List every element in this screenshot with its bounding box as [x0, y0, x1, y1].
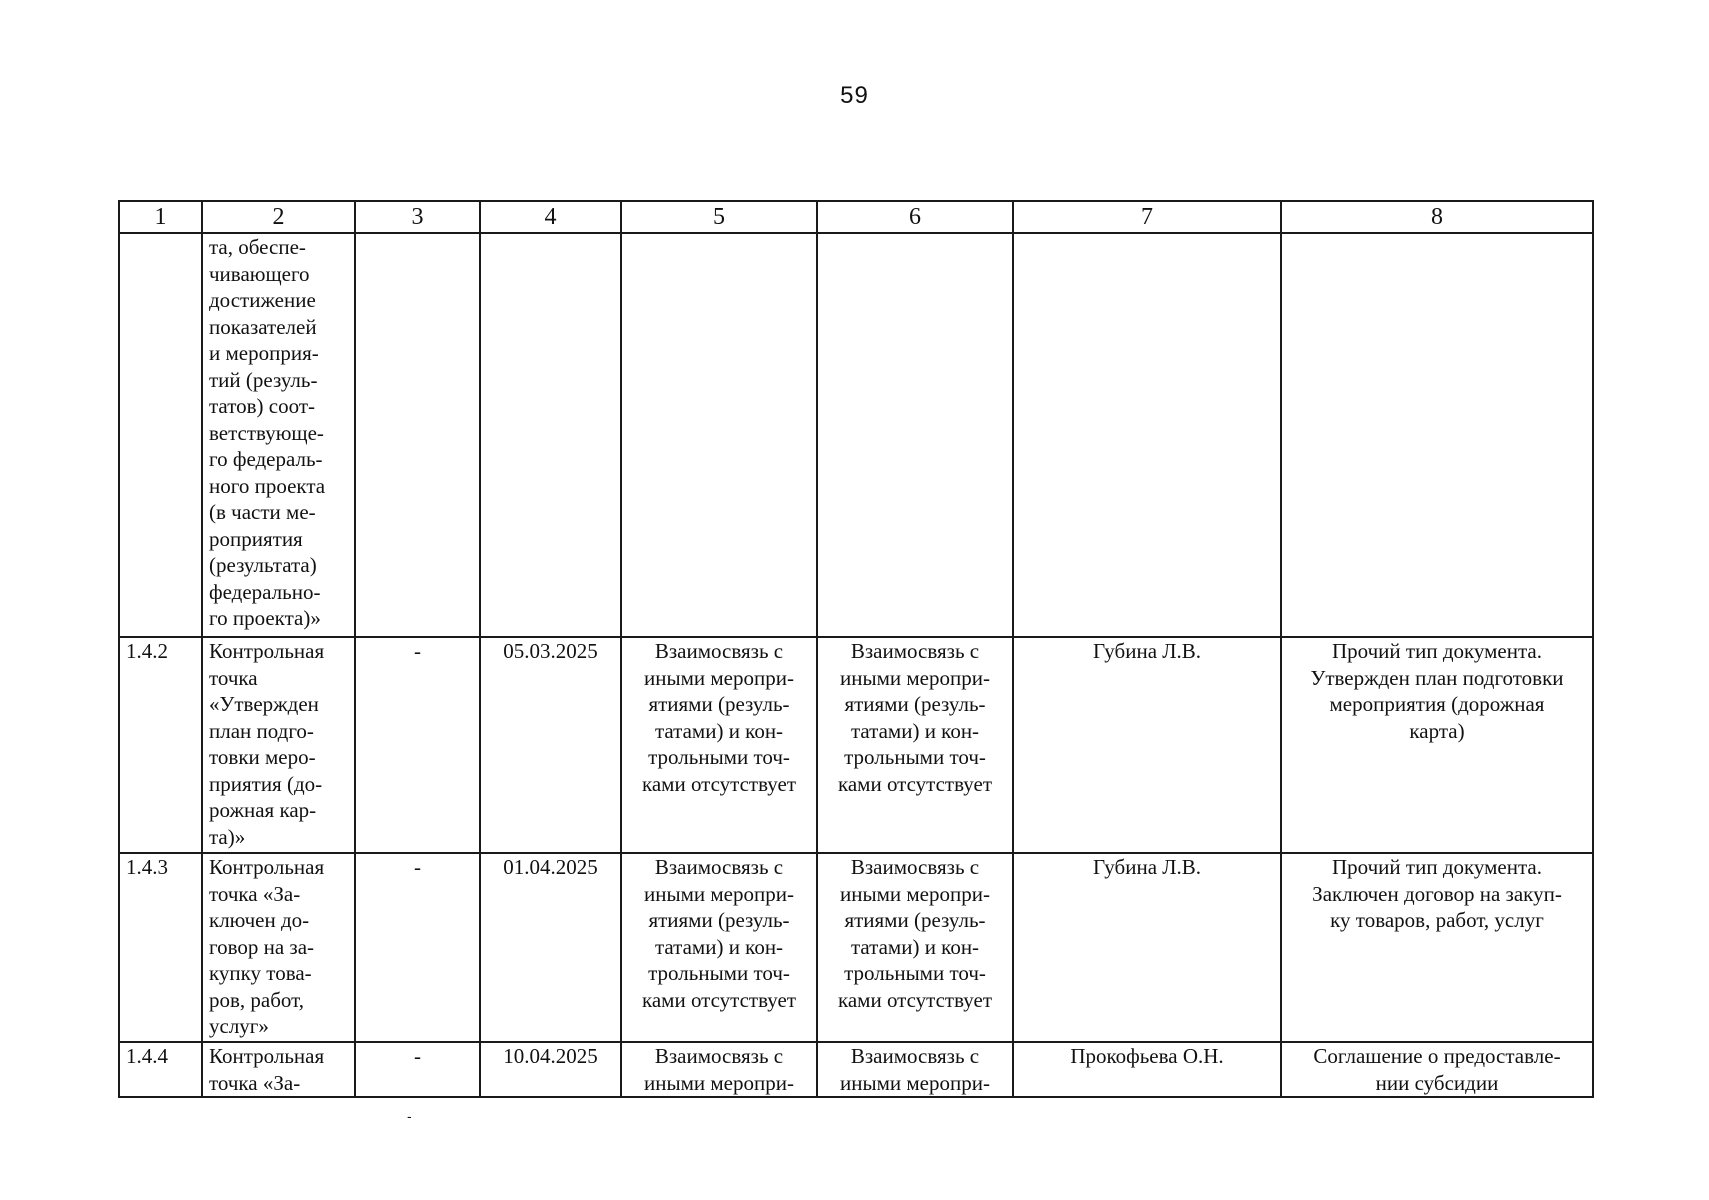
cell-date: 05.03.2025	[480, 637, 621, 853]
header-row	[119, 201, 1593, 233]
cell-col3: -	[355, 853, 480, 1042]
cell-relation-6: Взаимосвязь с иными меропри- ятиями (резуль- татами) и кон- трольными точ- ками отсутствует	[817, 853, 1013, 1042]
cell-document: Прочий тип документа. Утвержден план подготовки мероприятия (дорожная карта)	[1281, 637, 1593, 853]
table-row	[119, 637, 1593, 853]
cell-date: 01.04.2025	[480, 853, 621, 1042]
cell-name: Контрольная точка «Утвержден план подго- товки меро- приятия (до- рожная кар- та)»	[202, 637, 355, 853]
column-header-6: 6	[817, 201, 1013, 233]
cell-date: 10.04.2025	[480, 1042, 621, 1097]
column-header-7: 7	[1013, 201, 1281, 233]
cell-empty	[1281, 233, 1593, 637]
cell-name-continued: та, обеспе- чивающего достижение показателей и мероприя- тий (резуль- татов) соот- ветствующе- го федераль- ного проекта (в части ме- роприятия (результата) федерально- го проекта)»	[202, 233, 355, 637]
cell-number: 1.4.4	[119, 1042, 202, 1097]
table-row	[119, 1042, 1593, 1097]
cell-relation-6: Взаимосвязь с иными меропри-	[817, 1042, 1013, 1097]
column-header-2: 2	[202, 201, 355, 233]
cell-document: Прочий тип документа. Заключен договор на закуп- ку товаров, работ, услуг	[1281, 853, 1593, 1042]
schedule-table	[118, 200, 1594, 1098]
column-header-4: 4	[480, 201, 621, 233]
cell-relation-5: Взаимосвязь с иными меропри- ятиями (резуль- татами) и кон- трольными точ- ками отсутствует	[621, 853, 817, 1042]
cell-empty	[621, 233, 817, 637]
table-row	[119, 853, 1593, 1042]
continuation-row	[119, 233, 1593, 637]
cell-empty	[817, 233, 1013, 637]
cell-name: Контрольная точка «За-	[202, 1042, 355, 1097]
column-header-1: 1	[119, 201, 202, 233]
column-header-5: 5	[621, 201, 817, 233]
cell-relation-6: Взаимосвязь с иными меропри- ятиями (резуль- татами) и кон- трольными точ- ками отсутствует	[817, 637, 1013, 853]
cell-responsible: Губина Л.В.	[1013, 637, 1281, 853]
cell-empty	[1013, 233, 1281, 637]
cell-number: 1.4.3	[119, 853, 202, 1042]
cell-relation-5: Взаимосвязь с иными меропри-	[621, 1042, 817, 1097]
cell-empty	[480, 233, 621, 637]
stray-mark: -	[407, 1108, 412, 1124]
cell-responsible: Губина Л.В.	[1013, 853, 1281, 1042]
cell-col3: -	[355, 1042, 480, 1097]
cell-name: Контрольная точка «За- ключен до- говор на за- купку това- ров, работ, услуг»	[202, 853, 355, 1042]
page-number: 59	[840, 82, 869, 109]
column-header-8: 8	[1281, 201, 1593, 233]
cell-col3: -	[355, 637, 480, 853]
cell-relation-5: Взаимосвязь с иными меропри- ятиями (резуль- татами) и кон- трольными точ- ками отсутствует	[621, 637, 817, 853]
column-header-3: 3	[355, 201, 480, 233]
cell-document: Соглашение о предоставле- нии субсидии	[1281, 1042, 1593, 1097]
cell-responsible: Прокофьева О.Н.	[1013, 1042, 1281, 1097]
cell-empty	[355, 233, 480, 637]
cell-empty	[119, 233, 202, 637]
cell-number: 1.4.2	[119, 637, 202, 853]
